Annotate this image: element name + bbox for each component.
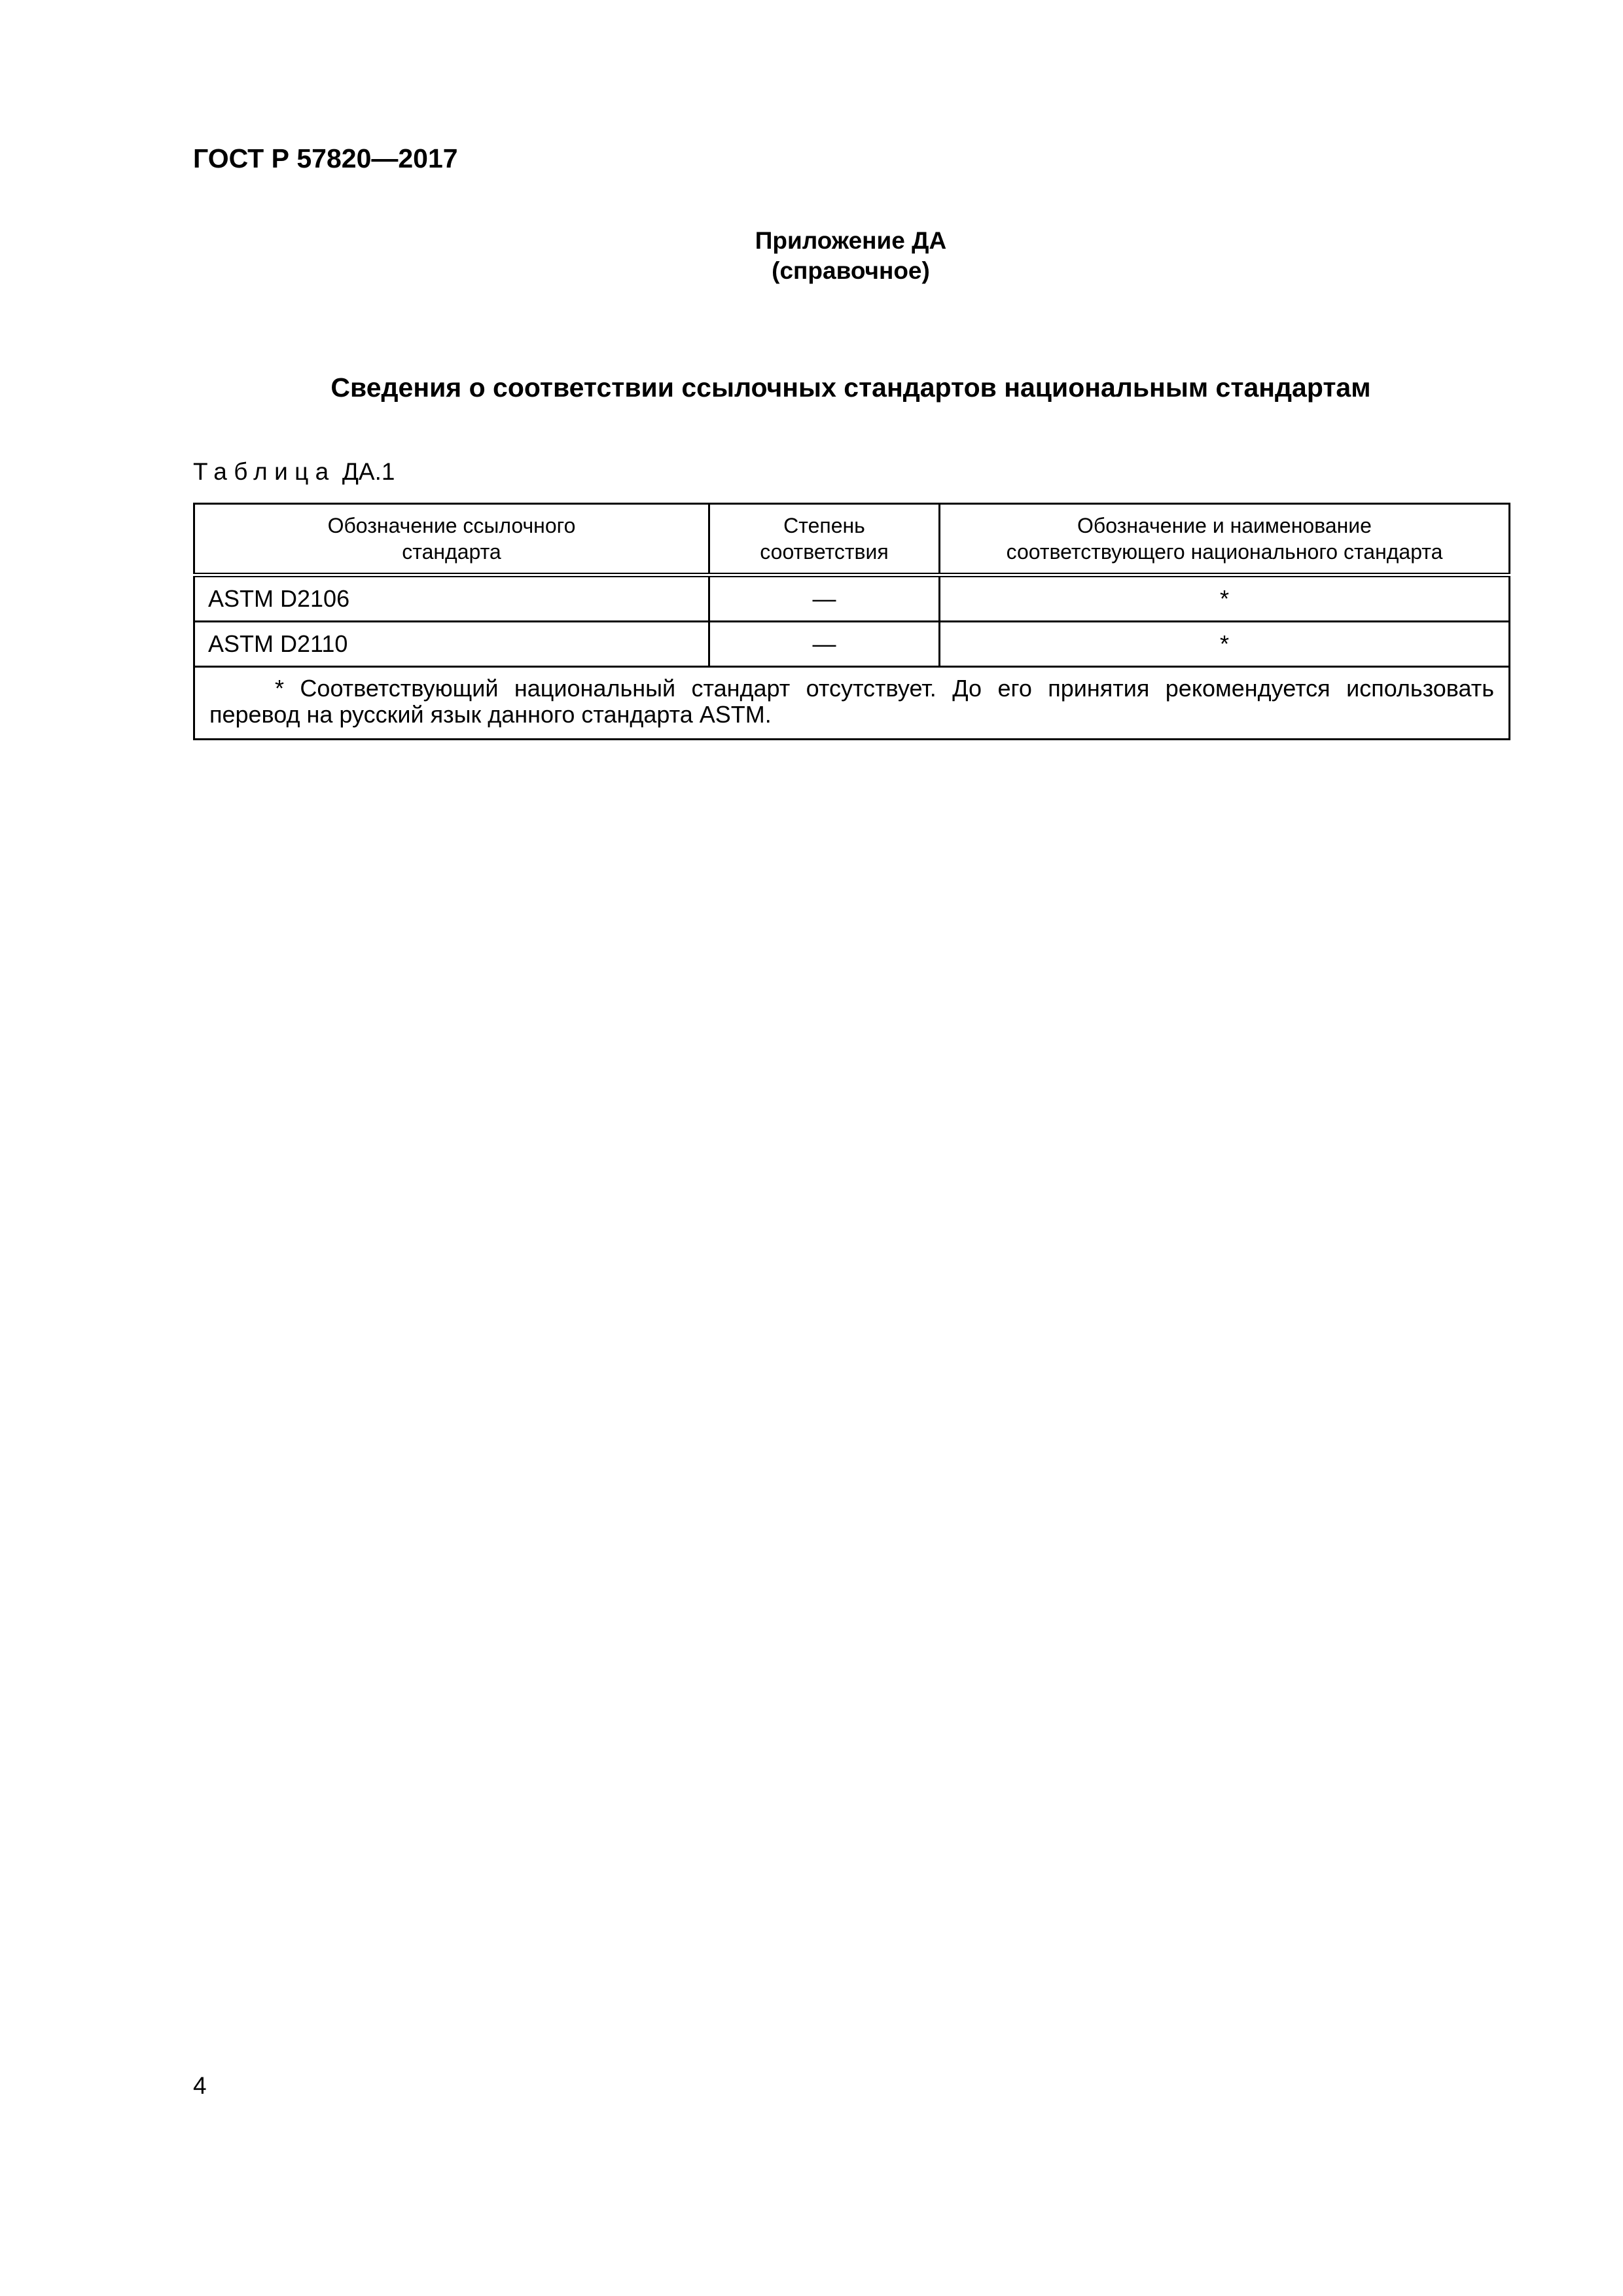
table-caption-number: ДА.1: [335, 458, 395, 485]
table-footnote: * Соответствующий национальный стандарт отсутствует. До его принятия рекомендуется использовать перевод на русский язык данного стандарта ASTM.: [194, 667, 1510, 740]
appendix-heading: [713, 226, 988, 286]
header-reference-designation: Обозначение ссылочного стандарта: [194, 504, 709, 575]
cell-degree: —: [709, 622, 940, 667]
table-caption-word: Таблица: [193, 458, 336, 485]
cell-national-standard: *: [940, 622, 1510, 667]
page-number: 4: [193, 2072, 207, 2099]
section-title: Сведения о соответствии ссылочных стандартов национальным стандартам: [330, 372, 1371, 403]
appendix-title: Приложение ДА: [755, 227, 947, 254]
table-row: [194, 622, 1510, 667]
header-degree-of-conformity: Степень соответствия: [709, 504, 940, 575]
cell-national-standard: *: [940, 575, 1510, 622]
table-note-row: [194, 667, 1510, 740]
table-row: [194, 575, 1510, 622]
header-national-standard: Обозначение и наименование соответствующего национального стандарта: [940, 504, 1510, 575]
document-header: ГОСТ Р 57820—2017: [193, 143, 458, 173]
reference-standards-table: [193, 503, 1510, 740]
appendix-kind: (справочное): [772, 257, 930, 284]
cell-reference-code: ASTM D2110: [194, 622, 709, 667]
cell-reference-code: ASTM D2106: [194, 575, 709, 622]
cell-degree: —: [709, 575, 940, 622]
table-caption: [193, 459, 395, 484]
table-header-row: [194, 504, 1510, 575]
